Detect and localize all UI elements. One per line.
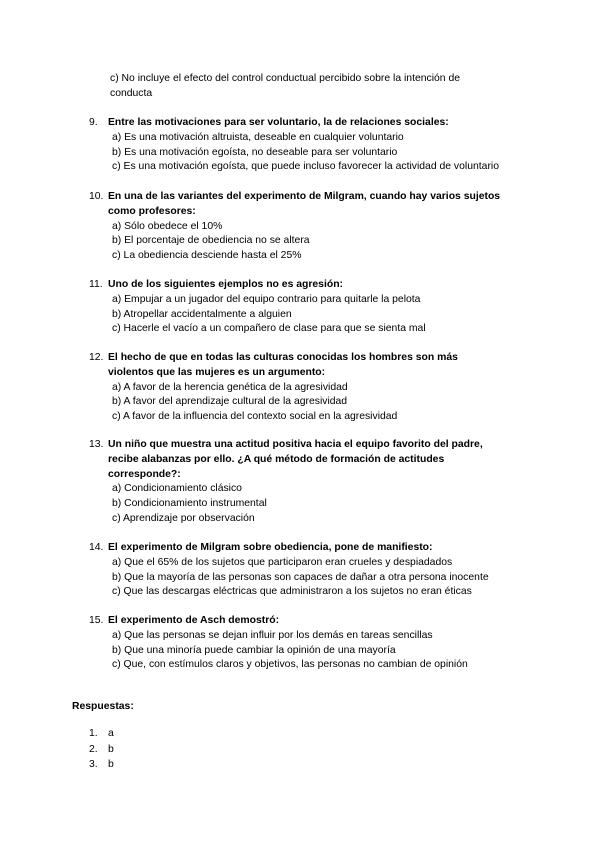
options-list	[112, 131, 539, 175]
answer-number: 1.	[89, 728, 98, 739]
stem-line: violentos que las mujeres es un argumento:	[108, 366, 326, 378]
question-stem	[108, 278, 539, 293]
option-a: a) Sólo obedece el 10%	[112, 220, 223, 232]
question-number: 12.	[89, 352, 104, 363]
option-b: b) Que una minoría puede cambiar la opinión de una mayoría	[112, 644, 396, 656]
stem-line: recibe alabanzas por ello. ¿A qué método de formación de actitudes	[108, 453, 445, 465]
question-number: 10.	[89, 191, 104, 202]
question-stem	[108, 541, 539, 556]
option-b: b) Condicionamiento instrumental	[112, 498, 267, 510]
question-stem	[108, 116, 539, 131]
option-b: b) A favor del aprendizaje cultural de la agresividad	[112, 396, 348, 408]
stem-line: En una de las variantes del experimento de Milgram, cuando hay varios sujetos	[108, 191, 501, 202]
continuation-line: c) No incluye el efecto del control conductual percibido sobre la intención de	[110, 73, 461, 84]
question-10	[89, 190, 539, 264]
option-b: b) Atropellar accidentalmente a alguien	[112, 308, 292, 320]
option-c: c) Aprendizaje por observación	[112, 512, 255, 524]
option-c: c) Que las descargas eléctricas que administraron a los sujetos no eran éticas	[112, 586, 472, 598]
answers-heading: Respuestas:	[72, 701, 134, 712]
question-stem	[108, 351, 539, 381]
option-c: c) Es una motivación egoísta, que puede incluso favorecer la actividad de voluntario	[112, 161, 499, 173]
question-number: 11.	[89, 279, 103, 290]
question-14	[89, 541, 539, 600]
question-11	[89, 278, 539, 337]
option-b: b) El porcentaje de obediencia no se altera	[112, 235, 310, 247]
options-list	[112, 220, 539, 264]
option-a: a) Es una motivación altruista, deseable en cualquier voluntario	[112, 131, 404, 143]
stem-line: El experimento de Milgram sobre obediencia, pone de manifiesto:	[108, 542, 433, 553]
stem-line: como profesores:	[108, 205, 196, 217]
question-12	[89, 351, 539, 425]
option-a: a) Que las personas se dejan influir por los demás en tareas sencillas	[112, 629, 433, 641]
answer-item	[89, 743, 114, 759]
options-list	[112, 293, 539, 337]
option-a: a) Que el 65% de los sujetos que participaron eran crueles y despiadados	[112, 556, 453, 568]
answers-list	[89, 727, 114, 774]
answer-item	[89, 758, 114, 774]
option-b: b) Que la mayoría de las personas son capaces de dañar a otra persona inocente	[112, 571, 489, 583]
stem-line: corresponde?:	[108, 468, 181, 480]
option-c: c) Hacerle el vacío a un compañero de clase para que se sienta mal	[112, 323, 426, 335]
answer-number: 2.	[89, 743, 98, 755]
continuation-line: conducta	[110, 87, 153, 99]
question-number: 9.	[89, 117, 98, 128]
options-list	[112, 381, 539, 425]
answer-value: a	[108, 728, 114, 739]
option-a: a) A favor de la herencia genética de la agresividad	[112, 381, 348, 393]
question-stem	[108, 614, 539, 629]
option-c: c) Que, con estímulos claros y objetivos, las personas no cambian de opinión	[112, 659, 468, 671]
stem-line: El hecho de que en todas las culturas conocidas los hombres son más	[108, 352, 458, 363]
options-list	[112, 482, 539, 526]
question-number: 15.	[89, 615, 104, 626]
stem-line: Un niño que muestra una actitud positiva hacia el equipo favorito del padre,	[108, 439, 483, 450]
stem-line: El experimento de Asch demostró:	[108, 615, 280, 626]
option-b: b) Es una motivación egoísta, no deseable para ser voluntario	[112, 146, 398, 158]
options-list	[112, 556, 539, 600]
question-15	[89, 614, 539, 673]
question-stem	[108, 438, 539, 482]
answer-item	[89, 727, 114, 743]
option-a: a) Condicionamiento clásico	[112, 483, 242, 495]
option-c: c) La obediencia desciende hasta el 25%	[112, 250, 302, 262]
option-a: a) Empujar a un jugador del equipo contrario para quitarle la pelota	[112, 293, 421, 305]
answer-value: b	[108, 759, 114, 770]
question-number: 14.	[89, 542, 104, 553]
answer-value: b	[108, 743, 114, 755]
question-9	[89, 116, 539, 175]
option-c: c) A favor de la influencia del contexto social en la agresividad	[112, 411, 398, 423]
stem-line: Uno de los siguientes ejemplos no es agresión:	[108, 279, 343, 290]
options-list	[112, 629, 539, 673]
question-number: 13.	[89, 439, 104, 450]
question-8-continuation	[110, 72, 510, 102]
answer-number: 3.	[89, 759, 98, 770]
question-stem	[108, 190, 539, 220]
question-13	[89, 438, 539, 527]
stem-line: Entre las motivaciones para ser voluntario, la de relaciones sociales:	[108, 117, 449, 128]
